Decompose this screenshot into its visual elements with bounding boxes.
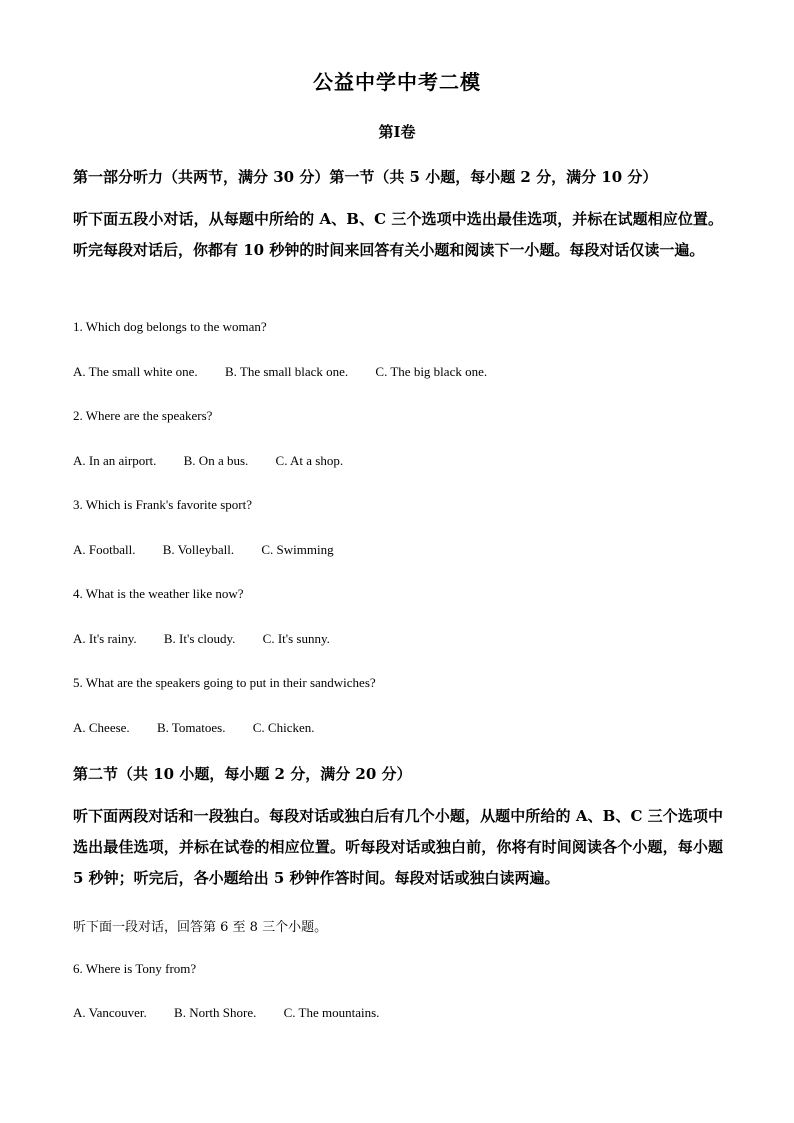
option-b: B. Volleyball. [162, 542, 235, 557]
page-subtitle: 第I卷 [378, 123, 416, 141]
option-b: B. The small black one. [224, 364, 349, 379]
option-a: A. In an airport. [73, 453, 157, 468]
option-c: C. It's sunny. [262, 631, 330, 646]
option-b: B. It's cloudy. [163, 631, 236, 646]
option-a: A. Cheese. [73, 720, 130, 735]
question-1: 1. Which dog belongs to the woman? [73, 319, 267, 334]
question-6: 6. Where is Tony from? [73, 961, 197, 976]
option-c: C. Swimming [261, 542, 334, 557]
part1-instruction: 听下面五段小对话，从每题中所给的 A、B、C 三个选项中选出最佳选项，并标在试题相应位置。听完每段对话后，你都有 10 秒钟的时间来回答有关小题和阅读下一小题。每段对话仅读一遍。 [73, 210, 723, 259]
question-2-options [73, 453, 367, 469]
option-a: A. Football. [73, 542, 136, 557]
option-a: A. Vancouver. [73, 1005, 147, 1020]
question-6-options [73, 1005, 403, 1021]
option-c: C. Chicken. [252, 720, 315, 735]
section2-header: 第二节（共 10 小题，每小题 2 分，满分 20 分） [73, 765, 412, 783]
question-1-options [73, 364, 511, 380]
option-c: C. At a shop. [275, 453, 344, 468]
option-a: A. The small white one. [73, 364, 198, 379]
option-a: A. It's rainy. [73, 631, 137, 646]
dialog-note: 听下面一段对话，回答第 6 至 8 三个小题。 [73, 920, 328, 935]
option-b: B. North Shore. [174, 1005, 257, 1020]
question-4-options [73, 631, 354, 647]
question-2: 2. Where are the speakers? [73, 408, 213, 423]
question-5: 5. What are the speakers going to put in their sandwiches? [73, 675, 376, 690]
question-5-options [73, 720, 338, 736]
section2-instruction: 听下面两段对话和一段独白。每段对话或独白后有几个小题，从题中所给的 A、B、C 三个选项中选出最佳选项，并标在试卷的相应位置。听每段对话或独白前，你将有时间阅读各个小题，每小题 5 秒钟；听完后，各小题给出 5 秒钟作答时间。每段对话或独白读两遍。 [73, 807, 723, 887]
page-title: 公益中学中考二模 [313, 70, 481, 94]
question-3: 3. Which is Frank's favorite sport? [73, 497, 253, 512]
option-c: C. The big black one. [375, 364, 488, 379]
option-b: B. Tomatoes. [156, 720, 226, 735]
option-c: C. The mountains. [283, 1005, 380, 1020]
question-3-options [73, 542, 358, 558]
part1-header: 第一部分听力（共两节，满分 30 分）第一节（共 5 小题，每小题 2 分，满分 10 分） [73, 168, 658, 186]
option-b: B. On a bus. [183, 453, 249, 468]
question-4: 4. What is the weather like now? [73, 586, 244, 601]
